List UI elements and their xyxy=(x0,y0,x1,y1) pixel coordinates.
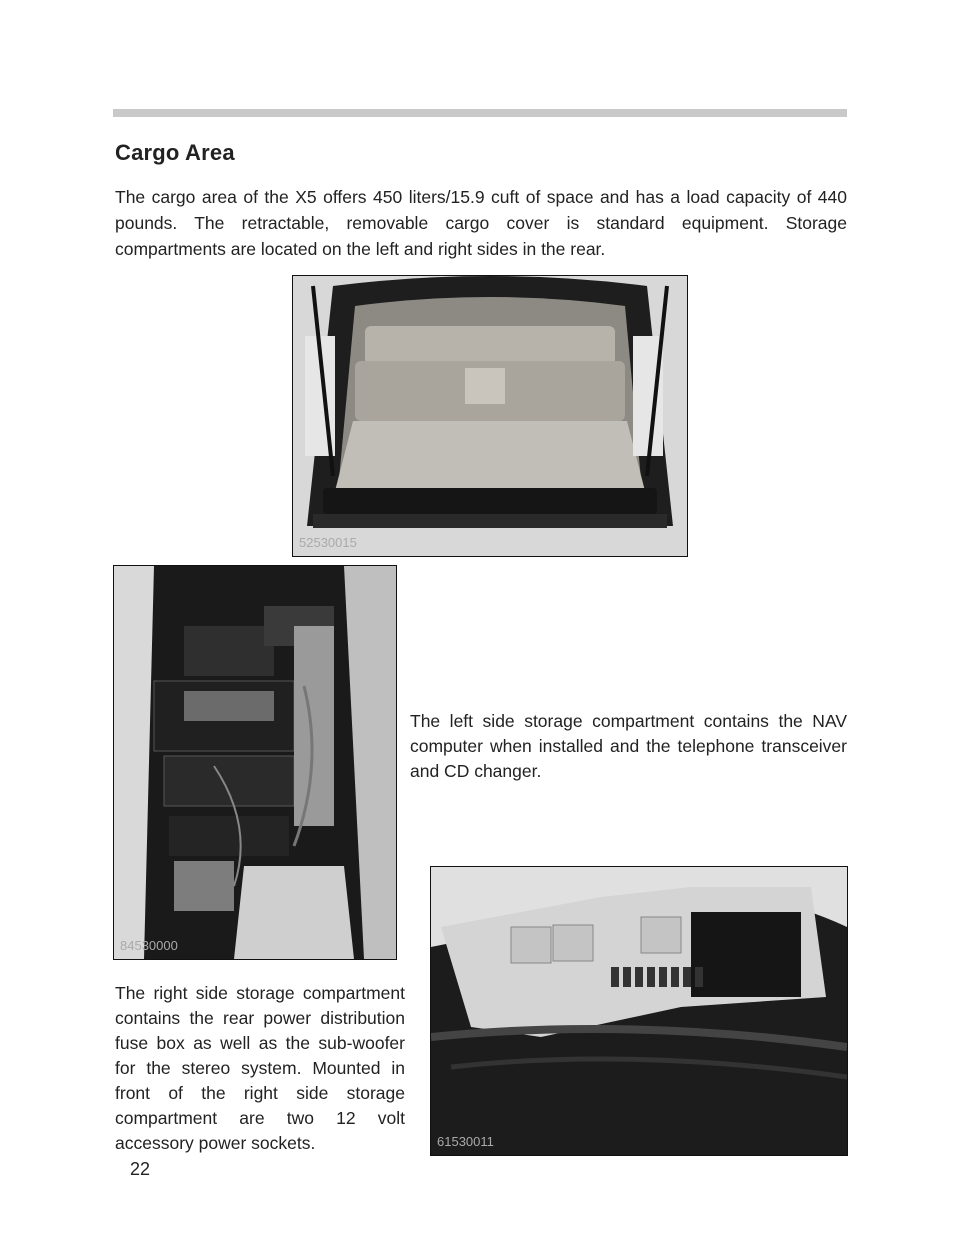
left-compartment-illustration xyxy=(114,566,396,959)
cargo-area-illustration xyxy=(293,276,687,556)
cargo-area-photo xyxy=(292,275,688,557)
left-compartment-photo xyxy=(113,565,397,960)
intro-paragraph: The cargo area of the X5 offers 450 liters/15.9 cuft of space and has a load capacity of 440 pounds. The retractable, removable cargo cover is standard equipment. Storage compartments are located on the left and right sides in the rear. xyxy=(115,187,847,259)
right-compartment-photo xyxy=(430,866,848,1156)
left-compartment-caption: The left side storage compartment contains the NAV computer when installed and the telephone transceiver and CD changer. xyxy=(410,711,847,781)
section-heading: Cargo Area xyxy=(115,140,235,165)
photo-code: 84530000 xyxy=(120,938,178,953)
header-rule xyxy=(113,109,847,117)
right-compartment-caption: The right side storage compartment contains the rear power distribution fuse box as well as the sub-woofer for the stereo system. Mounted in front of the right side storage compartment are two 12 volt accessory power sockets. xyxy=(115,983,405,1153)
photo-code: 61530011 xyxy=(437,1134,494,1149)
photo-code: 52530015 xyxy=(299,535,357,550)
right-compartment-illustration xyxy=(431,867,847,1155)
page-number: 22 xyxy=(130,1159,151,1179)
